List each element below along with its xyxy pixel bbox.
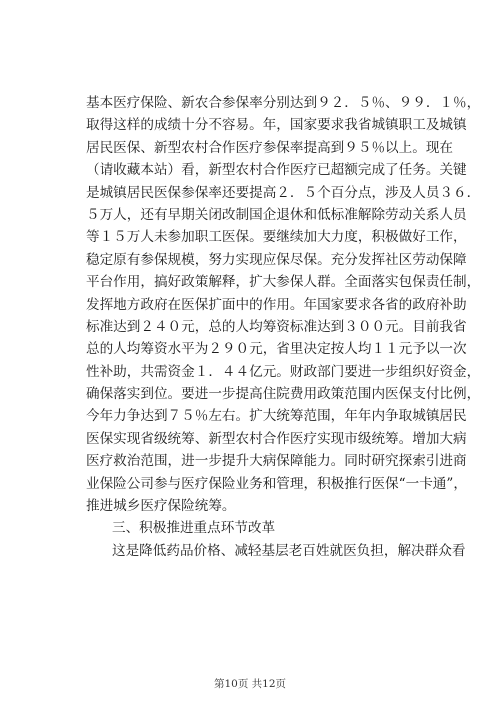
- paragraph-line: 医保实现省级统筹、新型农村合作医疗实现市级统筹。增加大病: [86, 430, 467, 447]
- document-body: [86, 92, 481, 562]
- paragraph-line: 业保险公司参与医疗保险业务和管理，积极推行医保“一卡通”，: [86, 475, 467, 492]
- paragraph-line: 等１５万人未参加职工医保。要继续加大力度，积极做好工作，: [86, 229, 467, 246]
- paragraph-line: 标准达到２４０元，总的人均筹资标准达到３００元。目前我省: [86, 318, 467, 335]
- paragraph-line: 性补助，共需资金１．４４亿元。财政部门要进一步组织好资金，: [86, 363, 481, 380]
- paragraph-line: 是城镇居民医保参保率还要提高２．５个百分点，涉及人员３６．: [86, 184, 481, 201]
- page-number-label: 第10页 共12页: [213, 678, 287, 690]
- paragraph-line: 平台作用，搞好政策解释，扩大参保人群。全面落实包保责任制，: [86, 274, 481, 291]
- paragraph-line: 确保落实到位。要进一步提高住院费用政策范围内医保支付比例，: [86, 386, 481, 403]
- paragraph-line: 居民医保、新型农村合作医疗参保率提高到９５％以上。现在: [86, 139, 454, 156]
- paragraph-line: 基本医疗保险、新农合参保率分别达到９２．５％、９９．１％，: [86, 95, 481, 111]
- paragraph-line: 今年力争达到７５％左右。扩大统筹范围，年年内争取城镇居民: [86, 408, 467, 425]
- paragraph-line: 稳定原有参保规模，努力实现应保尽保。充分发挥社区劳动保障: [86, 251, 467, 268]
- paragraph-line: 总的人均筹资水平为２９０元，省里决定按人均１１元予以一次: [86, 341, 467, 358]
- paragraph-line: 推进城乡医疗保险统筹。: [86, 498, 236, 515]
- paragraph-line: ５万人，还有早期关闭改制国企退休和低标准解除劳动关系人员: [86, 206, 467, 223]
- section-heading: 三、积极推进重点环节改革: [112, 520, 276, 537]
- closing-paragraph-line: 这是降低药品价格、减轻基层老百姓就医负担，解决群众看: [112, 542, 466, 559]
- page-footer: [0, 676, 500, 691]
- paragraph-line: 取得这样的成绩十分不容易。年，国家要求我省城镇职工及城镇: [86, 117, 467, 134]
- paragraph-line: （请收藏本站）看，新型农村合作医疗已超额完成了任务。关键: [86, 162, 467, 179]
- paragraph-line: 发挥地方政府在医保扩面中的作用。年国家要求各省的政府补助: [86, 296, 467, 313]
- paragraph-line: 医疗救治范围，进一步提升大病保障能力。同时研究探索引进商: [86, 453, 467, 470]
